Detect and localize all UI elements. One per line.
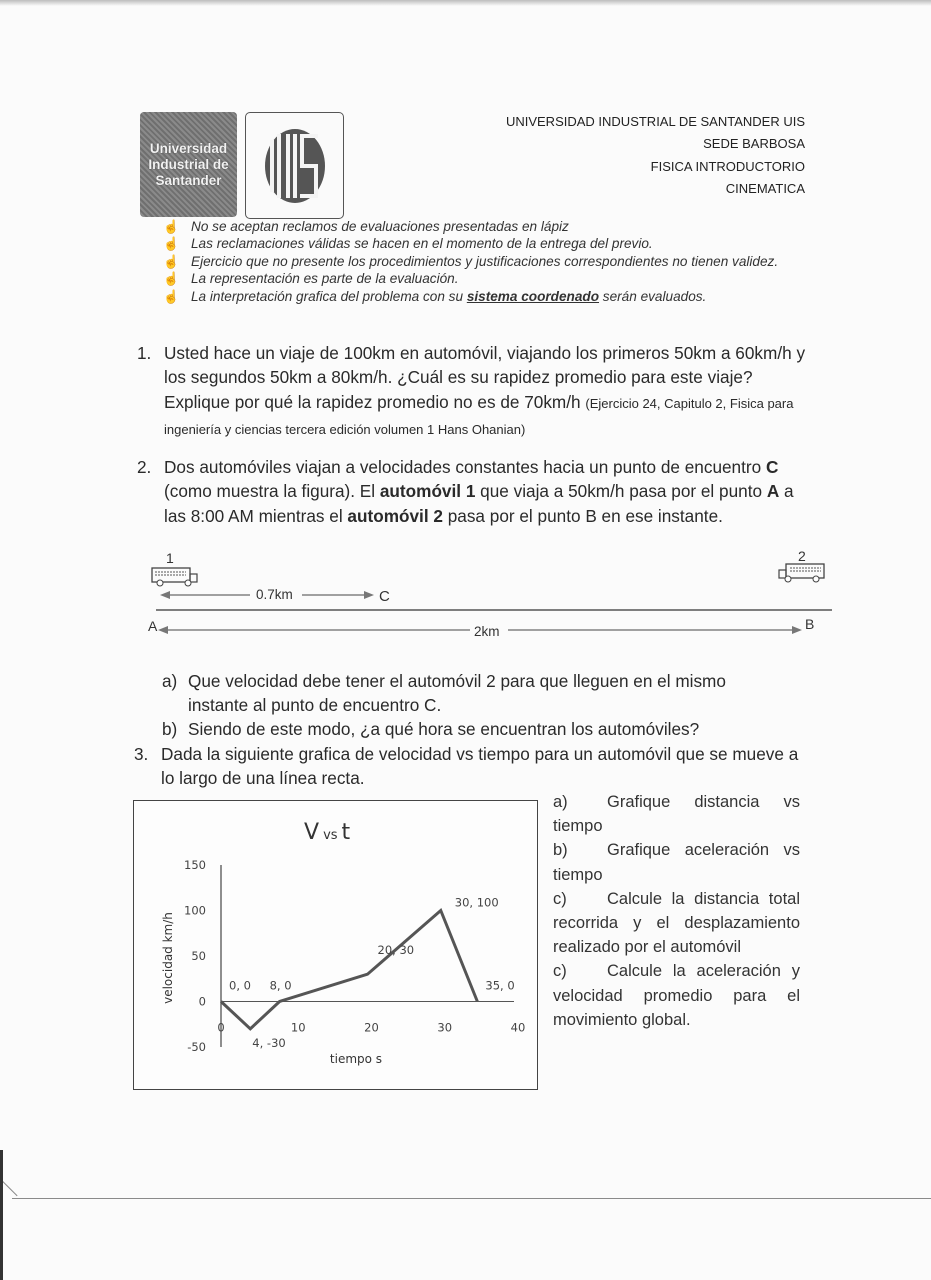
data-label: 0, 0 <box>229 978 251 993</box>
velocity-series-line <box>221 911 477 1029</box>
rules-list <box>163 218 813 305</box>
distance-ac-label: 0.7km <box>256 587 293 602</box>
question-text: Usted hace un viaje de 100km en automóvil, viajando los primeros 50km a 60km/h y los segundos 50km a 80km/h. ¿Cuál es su rapidez promedio para este viaje? Explique por qué la rapidez promedio no es de 70km/h <box>164 343 806 412</box>
x-tick-label: 20 <box>364 1020 379 1035</box>
task-item: c) Calcule la aceleración y velocidad promedio para el movimiento global. <box>553 962 800 1029</box>
y-tick-label: 0 <box>198 994 206 1009</box>
rule-item: ☝ Ejercicio que no presente los procedimientos y justificaciones correspondientes no tienen validez. <box>163 253 779 269</box>
question-2: 2. Dos automóviles viajan a velocidades constantes hacia un punto de encuentro C (como muestra la figura). El automóvil 1 que viaja a 50km/h pasa por el punto A a las 8:00 AM mientras el automóvil 2 pasa por el punto B en ese instante. <box>137 457 794 526</box>
point-a-label: A <box>148 618 158 634</box>
arrowhead-left <box>158 626 168 634</box>
arrowhead-right <box>792 626 802 634</box>
hand-pointer-icon: ☝ <box>163 271 180 287</box>
arrowhead-right <box>364 591 374 599</box>
data-label: 30, 100 <box>454 895 499 910</box>
cars-figure <box>140 548 840 648</box>
point-c-label: C <box>379 588 390 605</box>
university-logo <box>140 112 237 217</box>
hand-pointer-icon: ☝ <box>163 253 180 269</box>
task-item: c) Calcule la distancia total recorrida y el desplazamiento realizado por el automóvil <box>553 889 800 957</box>
question-number: 2. <box>137 457 152 477</box>
car-2: automóvil 2 <box>347 505 443 526</box>
rule-item: ☝ La representación es parte de la evaluación. <box>163 271 459 287</box>
x-tick-label: 10 <box>290 1020 306 1035</box>
x-axis-label: tiempo s <box>329 1052 383 1066</box>
question-reference: (Ejercicio 24, Capitulo 2, Fisica para ingeniería y ciencias tercera edición volumen 1 Hans Ohanian) <box>164 395 794 437</box>
hand-pointer-icon: ☝ <box>163 288 180 304</box>
x-tick-label: 40 <box>510 1020 526 1035</box>
question-text: Dada la siguiente grafica de velocidad vs tiempo para un automóvil que se mueve a lo largo de una línea recta. <box>161 744 799 789</box>
rule-item: ☝ La interpretación grafica del problema con su sistema coordenado serán evaluados. <box>163 288 707 304</box>
car-1: automóvil 1 <box>379 481 476 502</box>
point-b-label: B <box>805 616 815 632</box>
rule-item: ☝ No se aceptan reclamos de evaluaciones presentadas en lápiz <box>163 219 569 234</box>
distance-ab-label: 2km <box>474 624 500 639</box>
question-3-tasks <box>553 790 800 1032</box>
data-label: 35, 0 <box>485 978 515 993</box>
arrowhead-left <box>160 591 170 599</box>
campus-name: SEDE BARBOSA <box>703 136 805 152</box>
y-tick-label: 150 <box>184 858 206 872</box>
x-tick-label: 0 <box>217 1020 225 1035</box>
topic-name: CINEMATICA <box>725 180 805 196</box>
logo-line: Santander <box>155 172 222 188</box>
scan-left-edge <box>0 1150 3 1280</box>
data-label: 4, -30 <box>252 1035 286 1050</box>
page-fold-line <box>12 1198 931 1199</box>
data-label: 20, 30 <box>377 943 415 958</box>
task-item: a) Grafique distancia vs tiempo <box>553 793 800 836</box>
chart-title: Vvs t <box>304 820 351 845</box>
uis-monogram-icon <box>245 112 344 219</box>
subquestion-a: a) Que velocidad debe tener el automóvil 2 para que lleguen en el mismo instante al punto de encuentro C. <box>162 671 726 716</box>
y-tick-label: -50 <box>187 1040 206 1054</box>
question-3 <box>134 742 814 791</box>
y-tick-label: 100 <box>184 903 206 918</box>
point-c: C <box>765 457 779 477</box>
y-tick-label: 50 <box>191 949 206 963</box>
scan-top-edge <box>0 0 931 6</box>
course-header <box>506 111 805 200</box>
point-a: A <box>766 481 780 502</box>
task-item: b) Grafique aceleración vs tiempo <box>553 841 800 884</box>
emphasis-text: sistema coordenado <box>466 288 600 304</box>
question-number: 3. <box>134 744 149 764</box>
question-number: 1. <box>137 343 152 363</box>
x-tick-label: 30 <box>437 1020 453 1035</box>
chart-canvas <box>134 801 537 1089</box>
question-1 <box>137 341 817 442</box>
y-axis-label: velocidad km/h <box>161 912 175 1004</box>
velocity-chart <box>133 800 538 1090</box>
rule-item: ☝ Las reclamaciones válidas se hacen en el momento de la entrega del previo. <box>163 236 653 252</box>
course-name: FISICA INTRODUCTORIO <box>650 158 805 174</box>
page-fold-corner <box>1 1180 17 1196</box>
logo-line: Industrial de <box>148 156 229 172</box>
hand-pointer-icon: ☝ <box>163 219 180 234</box>
logo-line: Universidad <box>149 140 228 156</box>
bus-1-label: 1 <box>166 550 174 566</box>
subquestion-b: b) Siendo de este modo, ¿a qué hora se encuentran los automóviles? <box>162 719 700 739</box>
university-name: UNIVERSIDAD INDUSTRIAL DE SANTANDER UIS <box>505 114 805 129</box>
hand-pointer-icon: ☝ <box>163 236 180 252</box>
data-label: 8, 0 <box>269 978 292 993</box>
bus-2-label: 2 <box>798 548 806 564</box>
